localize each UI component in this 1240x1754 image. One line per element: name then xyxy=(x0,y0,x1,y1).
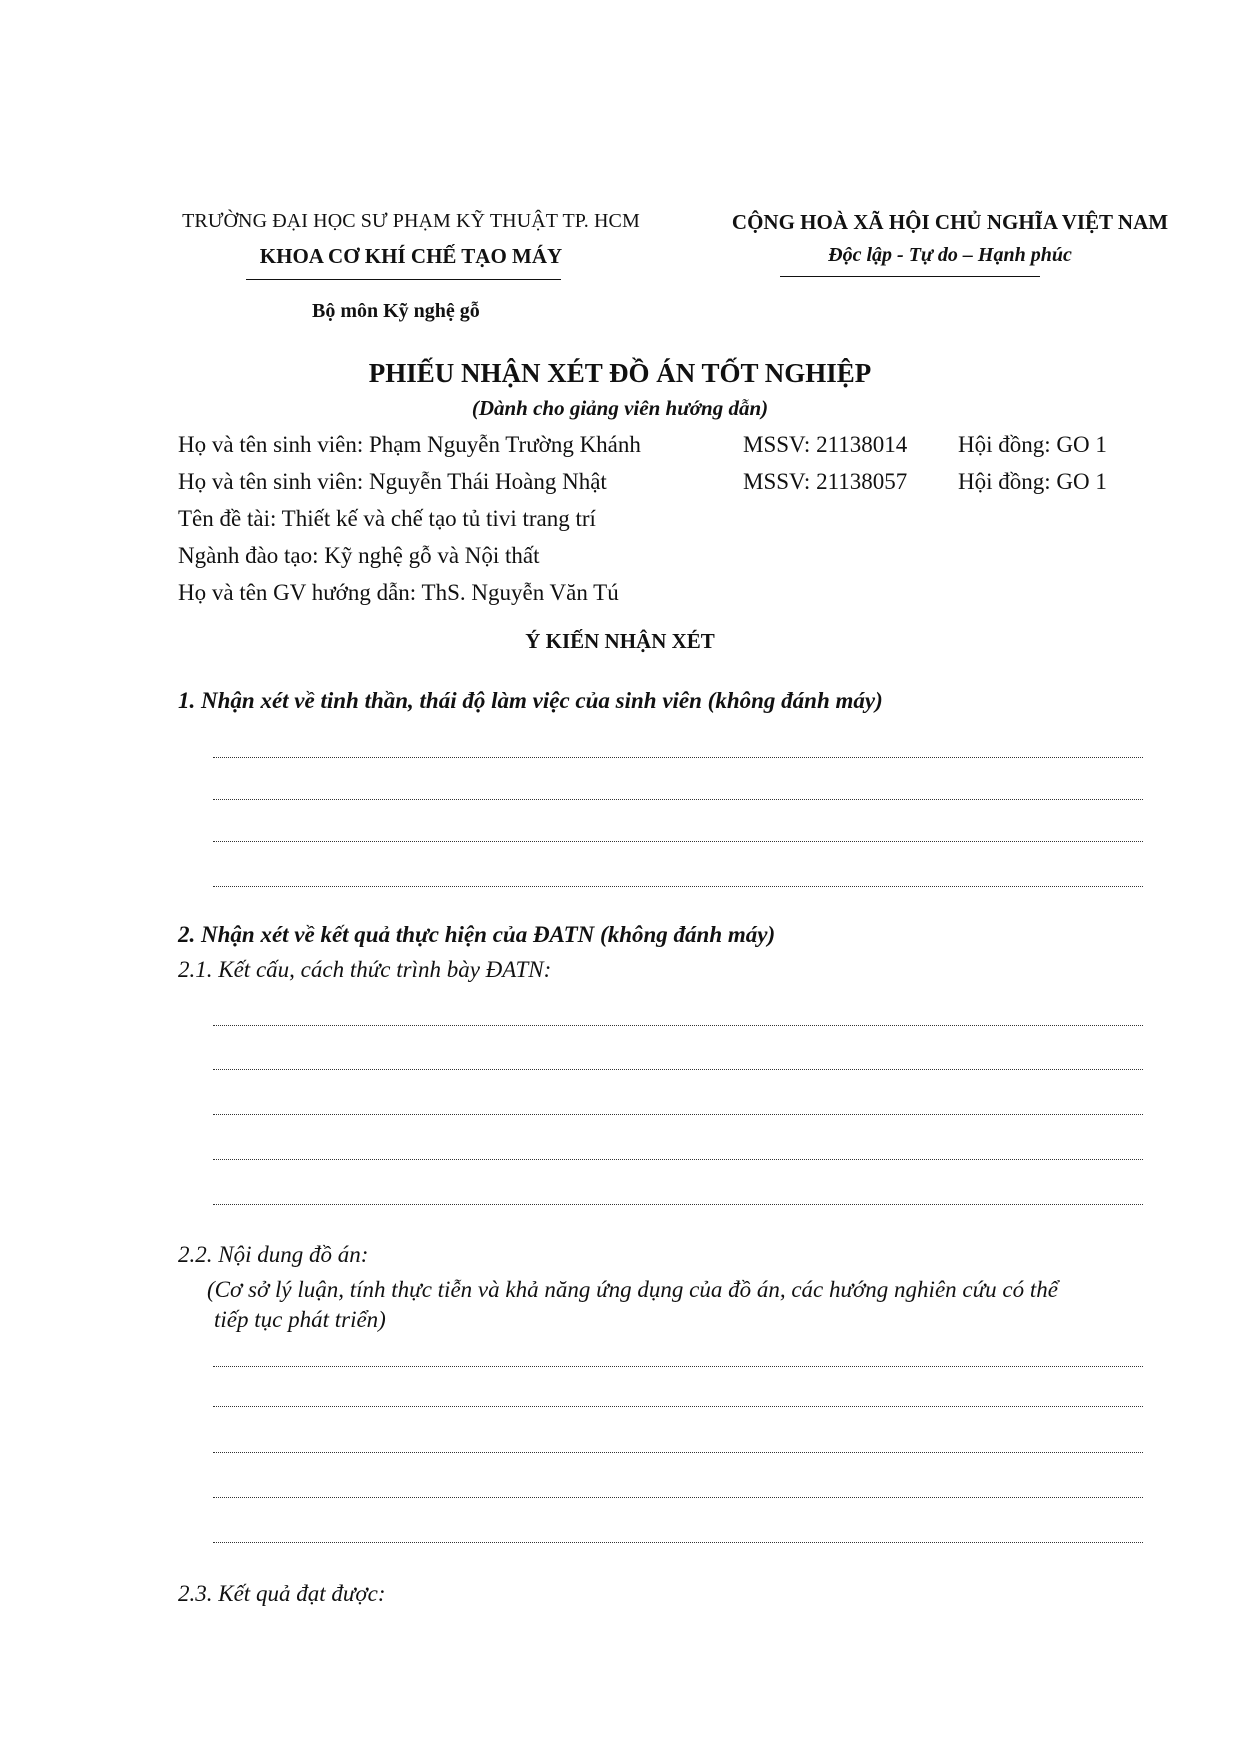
student-2-mssv: MSSV: 21138057 xyxy=(743,469,908,494)
university-name: TRƯỜNG ĐẠI HỌC SƯ PHẠM KỸ THUẬT TP. HCM xyxy=(182,210,640,232)
section-2-1-answer-line[interactable] xyxy=(213,1204,1143,1205)
section-2-1-answer-line[interactable] xyxy=(213,1025,1143,1026)
section-2-2-answer-line[interactable] xyxy=(213,1366,1143,1367)
section-2-1-answer-line[interactable] xyxy=(213,1069,1143,1070)
opinion-heading: Ý KIẾN NHẬN XÉT xyxy=(525,629,715,653)
section-1-answer-line[interactable] xyxy=(213,841,1143,842)
section-2-1-answer-line[interactable] xyxy=(213,1159,1143,1160)
section-1-answer-line[interactable] xyxy=(213,799,1143,800)
department-name: Bộ môn Kỹ nghệ gỗ xyxy=(312,300,480,322)
student-1-mssv: MSSV: 21138014 xyxy=(743,432,908,457)
section-2-2-note: (Cơ sở lý luận, tính thực tiễn và khả năng ứng dụng của đồ án, các hướng nghiên cứu có thể xyxy=(207,1277,1058,1302)
section-2-2-answer-line[interactable] xyxy=(213,1497,1143,1498)
section-2-3-heading: 2.3. Kết quả đạt được: xyxy=(178,1581,386,1606)
section-2-2-note-continued: tiếp tục phát triển) xyxy=(214,1307,386,1332)
section-1-heading: 1. Nhận xét về tinh thần, thái độ làm việc của sinh viên (không đánh máy) xyxy=(178,688,883,713)
section-1-answer-line[interactable] xyxy=(213,886,1143,887)
student-2-name: Họ và tên sinh viên: Nguyễn Thái Hoàng Nhật xyxy=(178,469,607,494)
student-1-council: Hội đồng: GO 1 xyxy=(958,432,1107,457)
advisor-line: Họ và tên GV hướng dẫn: ThS. Nguyễn Văn Tú xyxy=(178,580,619,605)
section-1-answer-line[interactable] xyxy=(213,757,1143,758)
section-2-2-answer-line[interactable] xyxy=(213,1452,1143,1453)
section-2-1-heading: 2.1. Kết cấu, cách thức trình bày ĐATN: xyxy=(178,957,552,982)
country-name: CỘNG HOÀ XÃ HỘI CHỦ NGHĨA VIỆT NAM xyxy=(731,210,1169,234)
student-1-name: Họ và tên sinh viên: Phạm Nguyễn Trường Khánh xyxy=(178,432,641,457)
page-title: PHIẾU NHẬN XÉT ĐỒ ÁN TỐT NGHIỆP xyxy=(368,358,872,388)
topic-line: Tên đề tài: Thiết kế và chế tạo tủ tivi trang trí xyxy=(178,506,596,531)
section-2-2-answer-line[interactable] xyxy=(213,1406,1143,1407)
section-2-heading: 2. Nhận xét về kết quả thực hiện của ĐATN (không đánh máy) xyxy=(178,922,776,947)
section-2-2-answer-line[interactable] xyxy=(213,1542,1143,1543)
page-subtitle: (Dành cho giảng viên hướng dẫn) xyxy=(471,396,769,420)
major-line: Ngành đào tạo: Kỹ nghệ gỗ và Nội thất xyxy=(178,543,540,568)
student-2-council: Hội đồng: GO 1 xyxy=(958,469,1107,494)
faculty-underline xyxy=(246,279,561,280)
faculty-name: KHOA CƠ KHÍ CHẾ TẠO MÁY xyxy=(259,244,563,268)
national-motto: Độc lập - Tự do – Hạnh phúc xyxy=(828,244,1072,266)
motto-underline xyxy=(780,276,1040,277)
section-2-2-heading: 2.2. Nội dung đồ án: xyxy=(178,1242,369,1267)
section-2-1-answer-line[interactable] xyxy=(213,1114,1143,1115)
